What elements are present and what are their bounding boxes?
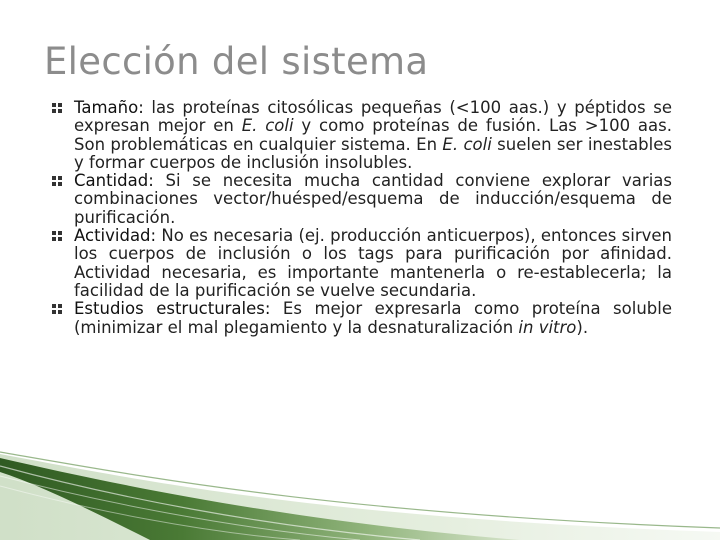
item-text: No es necesaria (ej. producción anticuerpos), entonces sirven los cuerpos de inclusión o los tags para purificación por afinidad. Actividad necesaria, es importante mantenerla o re-establecerla; la facilidad de la purificación se vuelve secundaria.: [74, 226, 672, 300]
four-square-bullet-icon: [52, 103, 62, 113]
list-item: [50, 172, 672, 227]
decorative-swoosh: [0, 440, 720, 540]
item-italic: E. coli: [442, 134, 492, 154]
four-square-bullet-icon: [52, 304, 62, 314]
list-item: [50, 300, 672, 337]
item-text: las proteínas citosólicas pequeñas (<100 aas.) y péptidos se expresan mejor en: [74, 98, 672, 136]
item-text: Si se necesita mucha cantidad conviene explorar varias combinaciones vector/huésped/esquema de inducción/esquema de purificación.: [74, 171, 672, 227]
four-square-bullet-icon: [52, 176, 62, 186]
bullet-list: [50, 99, 672, 337]
list-item: [50, 227, 672, 300]
item-term: Tamaño:: [74, 98, 144, 117]
item-text: ).: [576, 317, 589, 337]
item-text: y como proteínas de fusión. Las >100 aas. Son problemáticas en cualquier sistema. En: [74, 116, 672, 154]
item-term: Actividad:: [74, 226, 157, 246]
slide-title: Elección del sistema: [44, 40, 429, 83]
item-italic: in vitro: [518, 317, 577, 337]
item-term: Estudios estructurales:: [74, 299, 271, 319]
item-term: Cantidad:: [74, 171, 154, 191]
four-square-bullet-icon: [52, 231, 62, 241]
item-italic: E. coli: [241, 116, 294, 136]
item-text: Es mejor expresarla como proteína soluble (minimizar el mal plegamiento y la desnaturalización: [74, 299, 673, 337]
item-text: suelen ser inestables y formar cuerpos de inclusión insolubles.: [74, 134, 672, 172]
list-item: [50, 99, 672, 172]
